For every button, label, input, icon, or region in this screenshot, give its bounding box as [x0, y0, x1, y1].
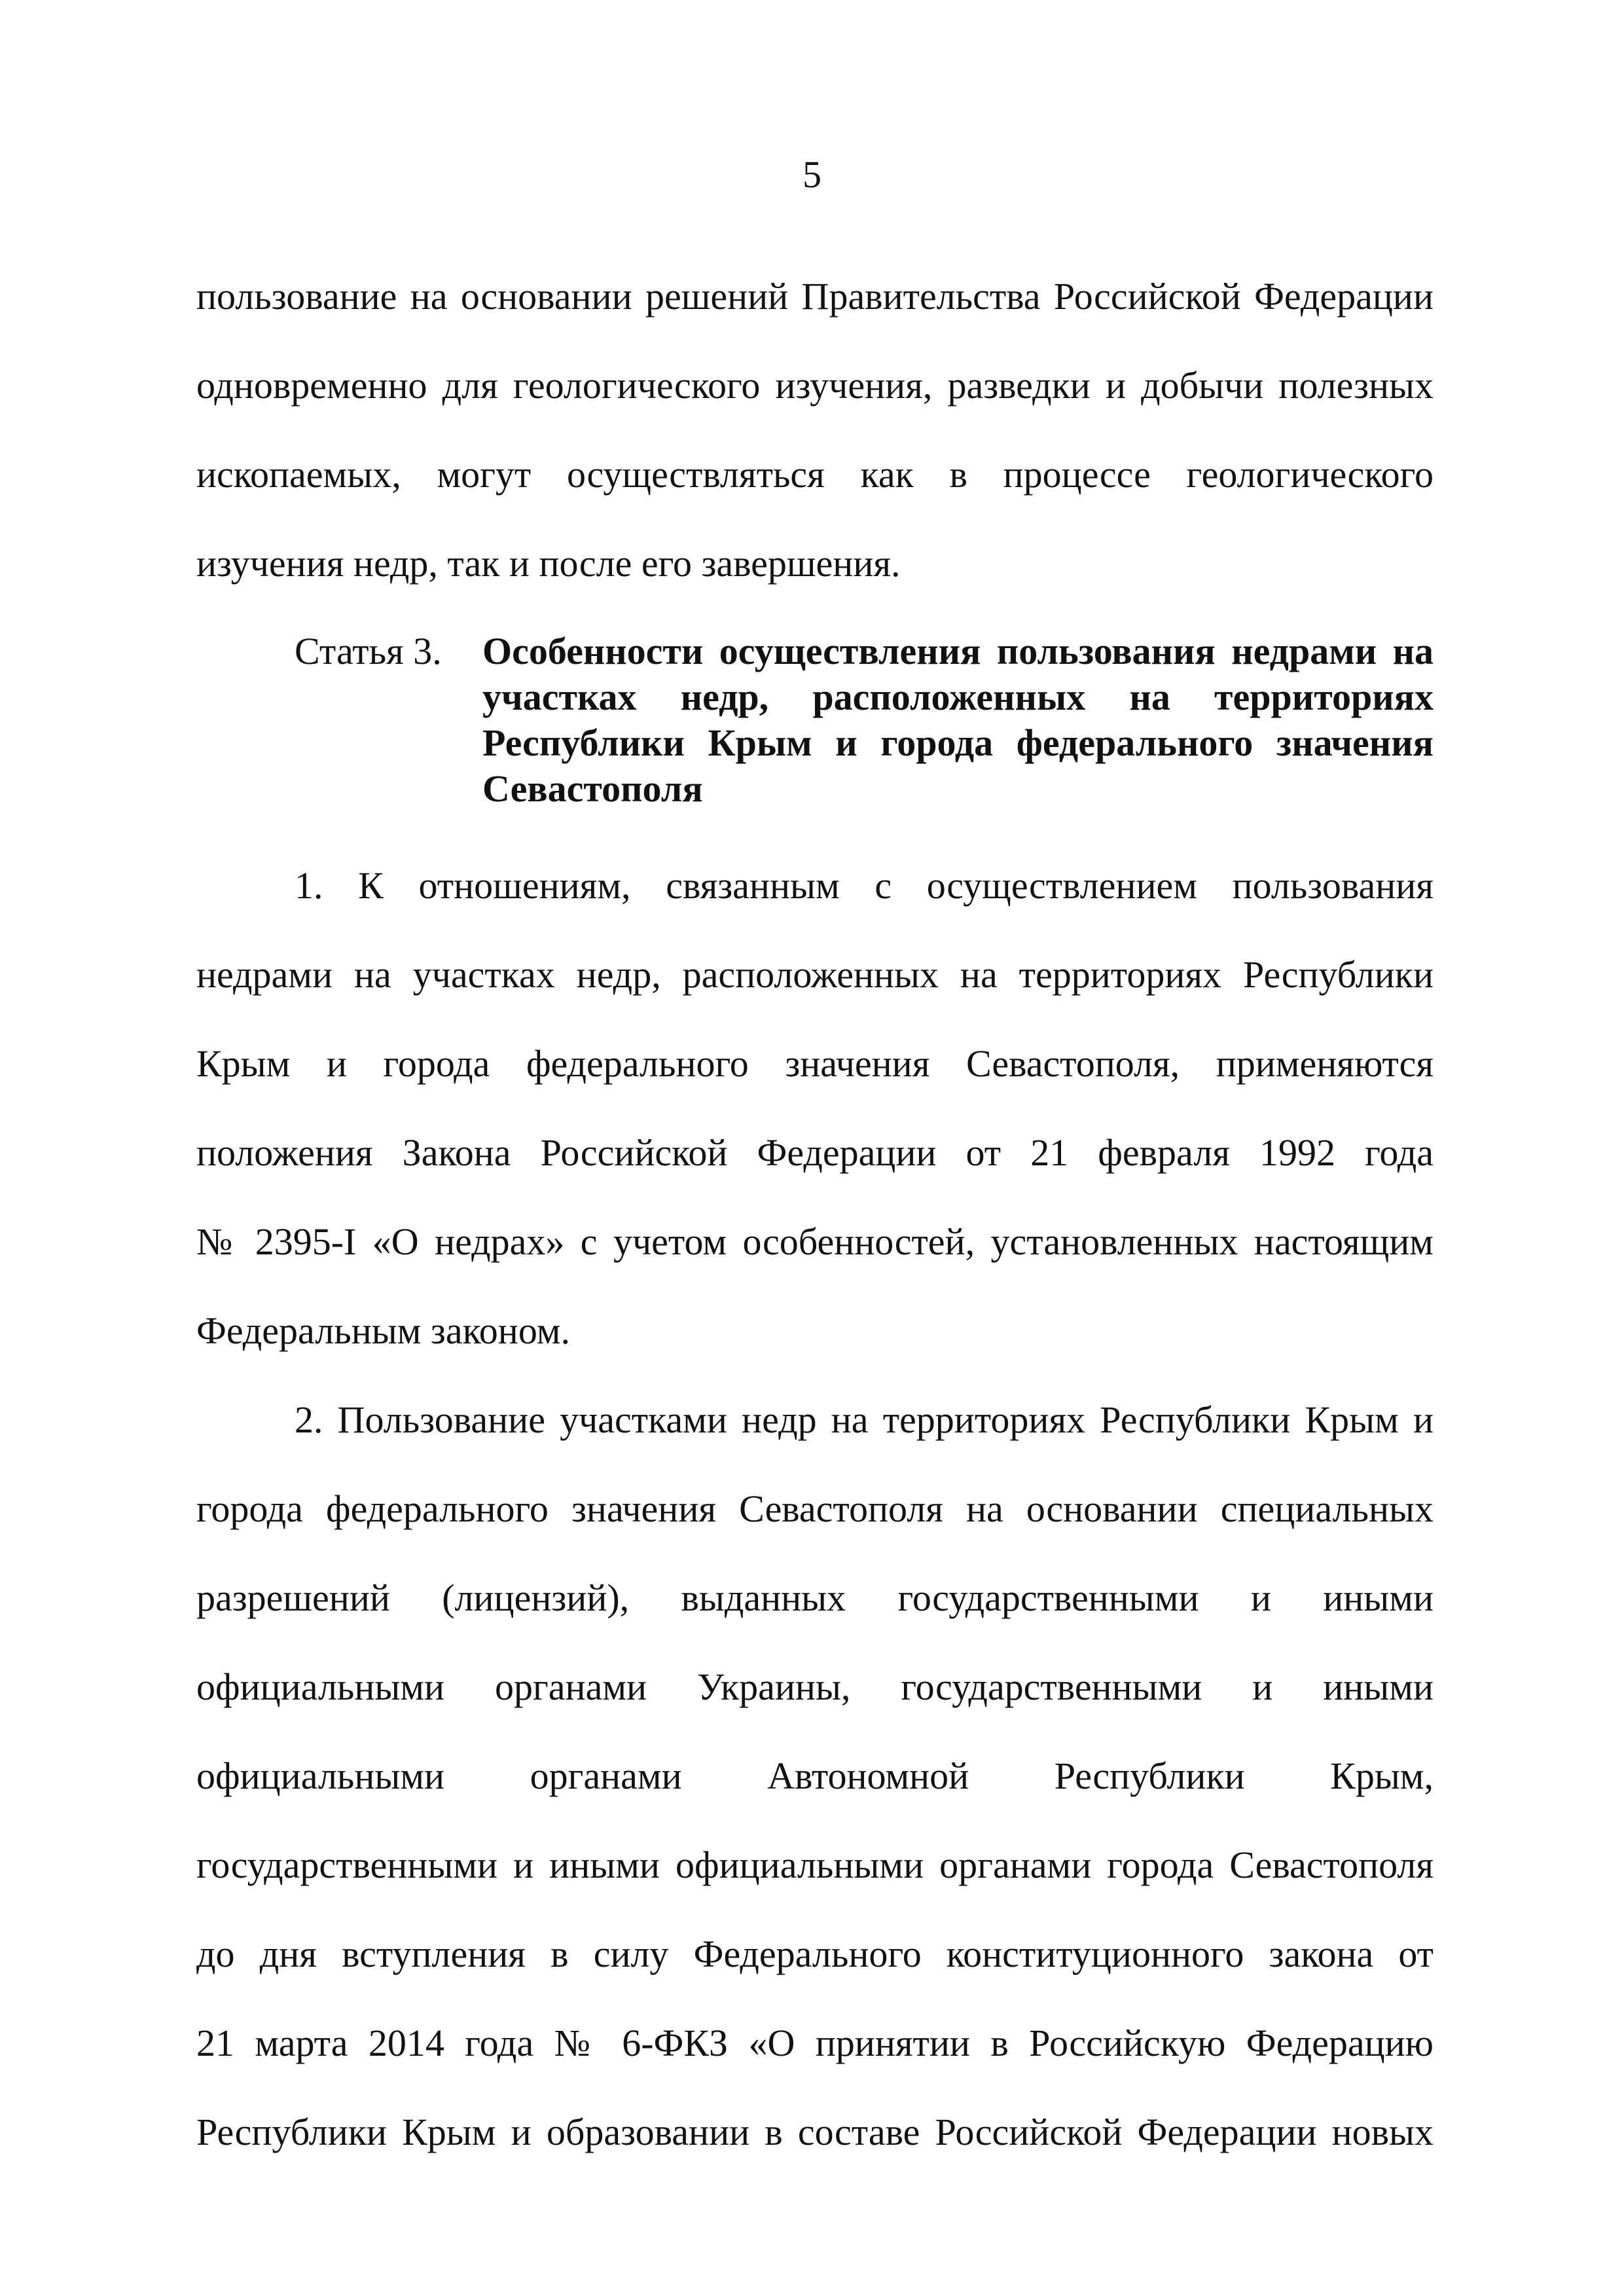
clause-2-line: 21 марта 2014 года № 6-ФКЗ «О принятии в Российскую Федерацию: [196, 2022, 1434, 2064]
article-title: [482, 629, 1434, 812]
clause-2-line: 2. Пользование участками недр на территориях Республики Крым и: [295, 1398, 1434, 1441]
clause-1-line: 1. К отношениям, связанным с осуществлением пользования: [295, 864, 1434, 907]
body-text-line: пользование на основании решений Правительства Российской Федерации: [196, 275, 1434, 318]
body-text-line: ископаемых, могут осуществляться как в процессе геологического: [196, 453, 1434, 496]
clause-2-line: официальными органами Украины, государственными и иными: [196, 1666, 1434, 1708]
clause-1-line: Федеральным законом.: [196, 1309, 570, 1352]
clause-2-line: государственными и иными официальными органами города Севастополя: [196, 1844, 1434, 1886]
article-title-line: участках недр, расположенных на территориях: [482, 676, 1434, 718]
article-label: Статья 3.: [295, 630, 442, 672]
clause-1-line: № 2395-I «О недрах» с учетом особенностей, установленных настоящим: [196, 1220, 1434, 1263]
clause-2-line: официальными органами Автономной Республики Крым,: [196, 1755, 1434, 1797]
page-number: 5: [803, 153, 821, 196]
clause-1-line: недрами на участках недр, расположенных на территориях Республики: [196, 953, 1434, 996]
clause-2-line: города федерального значения Севастополя на основании специальных: [196, 1487, 1434, 1530]
article-title-line: Республики Крым и города федерального значения: [482, 721, 1434, 764]
body-text-line: изучения недр, так и после его завершения.: [196, 542, 901, 585]
clause-1-line: положения Закона Российской Федерации от 21 февраля 1992 года: [196, 1131, 1434, 1174]
article-title-line: Особенности осуществления пользования недрами на: [482, 630, 1434, 672]
clause-2-line: разрешений (лицензий), выданных государственными и иными: [196, 1576, 1434, 1619]
clause-2-line: Республики Крым и образовании в составе Российской Федерации новых: [196, 2111, 1434, 2153]
article-title-line: Севастополя: [482, 767, 703, 810]
clause-2-line: до дня вступления в силу Федерального конституционного закона от: [196, 1933, 1434, 1975]
clause-1-line: Крым и города федерального значения Севастополя, применяются: [196, 1042, 1434, 1085]
body-text-line: одновременно для геологического изучения, разведки и добычи полезных: [196, 364, 1434, 407]
